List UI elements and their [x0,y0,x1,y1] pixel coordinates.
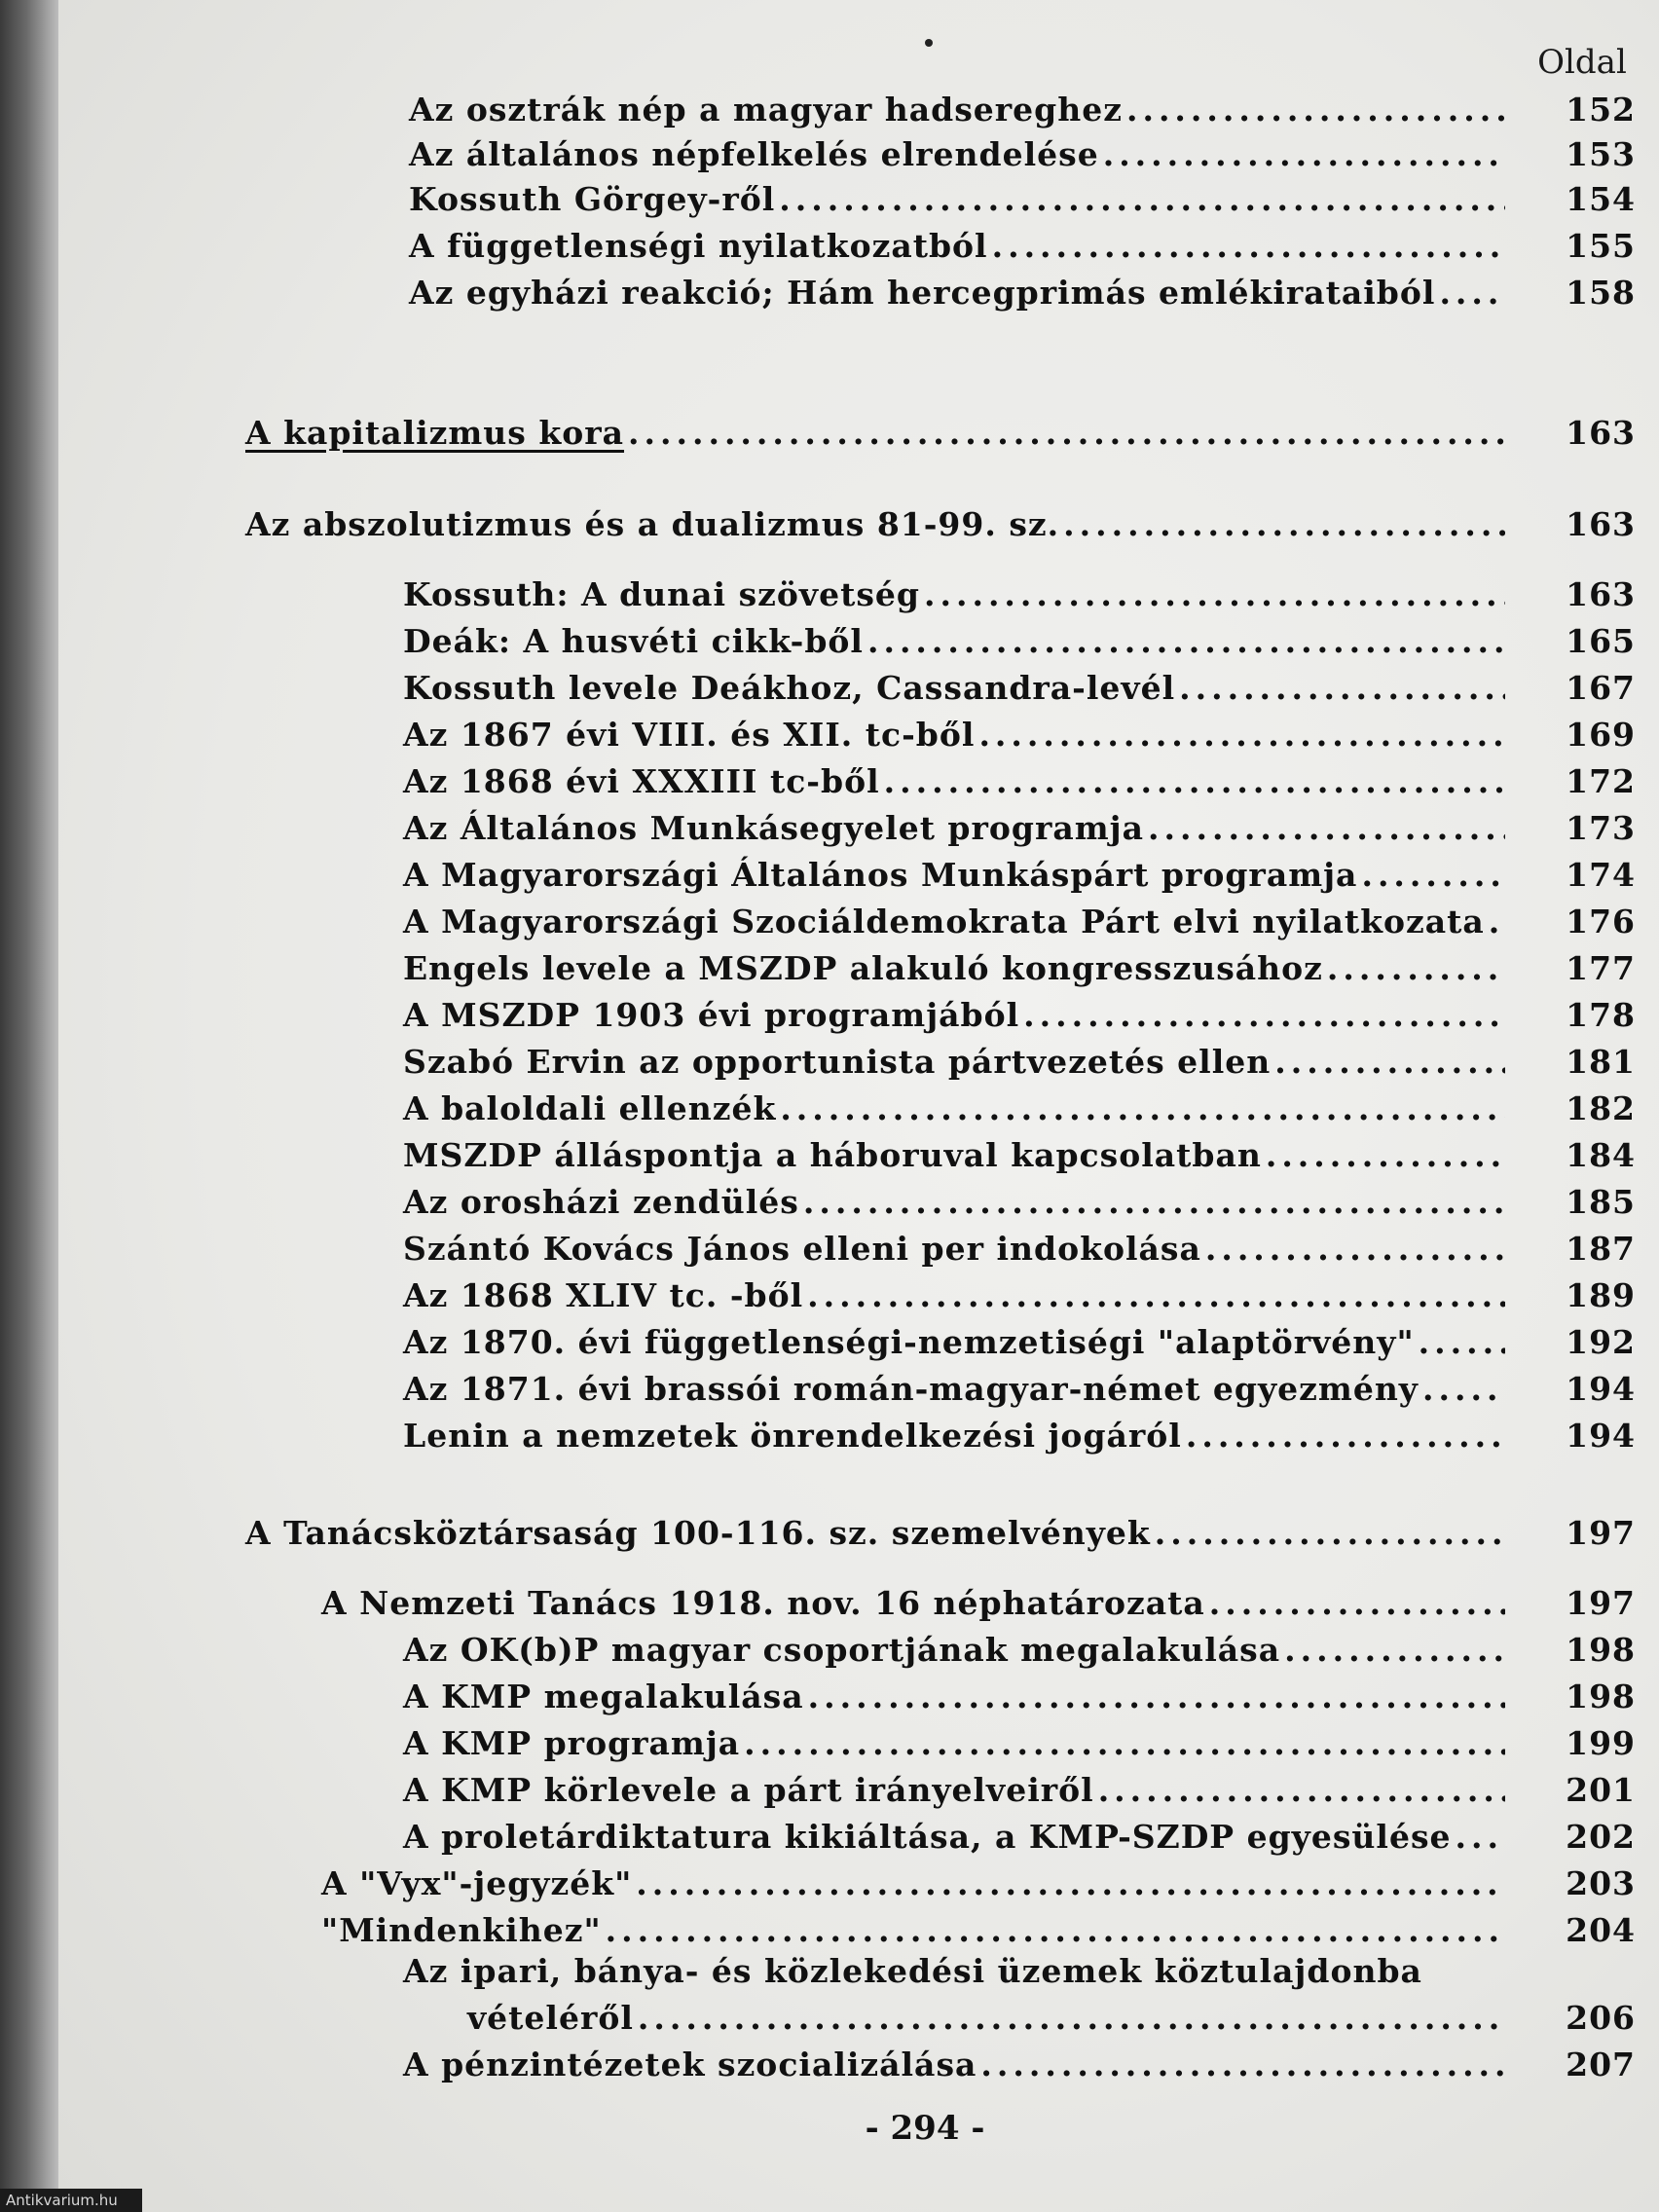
toc-entry [409,88,1636,132]
toc-entry-page: 185 [1566,1183,1636,1221]
toc-entry-title: Az 1867 évi VIII. és XII. tc-ből [403,716,976,754]
toc-entry [467,1996,1636,2041]
toc-entry-title: Az általános népfelkelés elrendelése [409,135,1099,173]
dot-leader [1098,1768,1505,1813]
toc-entry [245,411,1636,456]
dot-leader [744,1721,1505,1766]
dot-leader [1179,666,1505,711]
toc-entry-title: Az 1870. évi függetlenségi-nemzetiségi "alaptörvény" [403,1323,1415,1361]
toc-entry-page: 181 [1566,1043,1636,1081]
toc-entry [403,1815,1636,1860]
toc-entry [403,1675,1636,1719]
toc-entry [403,2043,1636,2087]
dot-leader [1186,1414,1505,1458]
dot-leader [1419,1320,1505,1365]
toc-entry [403,666,1636,711]
toc-entry-page: 158 [1566,274,1636,312]
toc-entry-page: 203 [1566,1864,1636,1902]
toc-entry-title: Az abszolutizmus és a dualizmus 81-99. sz. [245,505,1060,543]
toc-entry [403,713,1636,757]
toc-entry [321,1862,1636,1906]
dot-leader [924,572,1505,617]
dot-leader [978,713,1505,757]
toc-entry-title: Az 1871. évi brassói román-magyar-német egyezmény [403,1370,1419,1408]
toc-entry-title: A Tanácsköztársaság 100-116. sz. szemelvények [245,1514,1151,1552]
toc-entry [403,900,1636,944]
toc-entry-title: Engels levele a MSZDP alakuló kongresszusához [403,949,1323,987]
toc-entry-title: A baloldali ellenzék [403,1089,777,1127]
toc-wrapped-line: Az ipari, bánya- és közlekedési üzemek köztulajdonba [403,1952,1422,1990]
dot-leader [1266,1133,1505,1178]
toc-entry-page: 189 [1566,1276,1636,1314]
toc-entry-title: A KMP körlevele a párt irányelveiről [403,1771,1094,1809]
dot-leader [1023,993,1505,1038]
toc-entry-title: Kossuth Görgey-ről [409,180,776,218]
toc-entry-title: Szabó Ervin az opportunista pártvezetés ellen [403,1043,1272,1081]
toc-entry-page: 194 [1566,1370,1636,1408]
toc-entry [245,502,1636,547]
toc-entry [409,224,1636,269]
toc-entry-page: 165 [1566,622,1636,660]
toc-entry-page: 199 [1566,1724,1636,1762]
toc-entry-title: vételéről [467,1999,634,2037]
dot-leader [1456,1815,1505,1860]
toc-entry [403,759,1636,804]
dot-leader [1155,1511,1505,1556]
toc-entry-page: 177 [1566,949,1636,987]
toc-entry-title: Az Általános Munkásegyelet programja [403,809,1144,847]
toc-entry [403,572,1636,617]
dot-leader [1489,900,1505,944]
toc-entry [403,619,1636,664]
dot-leader [636,1862,1505,1906]
toc-entry-title: Szántó Kovács János elleni per indokolása [403,1230,1201,1268]
book-binding-shadow [0,0,58,2212]
toc-entry [403,1367,1636,1412]
toc-entry-title: A Magyarországi Általános Munkáspárt programja [403,856,1358,894]
dot-leader [1274,1040,1505,1085]
toc-entry-page: 198 [1566,1631,1636,1669]
toc-entry-page: 201 [1566,1771,1636,1809]
toc-entry-title: A proletárdiktatura kikiáltása, a KMP-SZDP egyesülése [403,1818,1452,1856]
toc-entry [403,1414,1636,1458]
dot-leader [780,1087,1505,1131]
toc-entry-page: 153 [1566,135,1636,173]
toc-entry-title: A Magyarországi Szociáldemokrata Párt elvi nyilatkozata [403,903,1485,940]
toc-entry-page: 172 [1566,762,1636,800]
toc-entry-title: A Nemzeti Tanács 1918. nov. 16 néphatározata [321,1584,1205,1622]
dot-leader [1327,946,1505,991]
toc-entry-page: 187 [1566,1230,1636,1268]
page-number: - 294 - [865,2109,985,2148]
dot-leader [808,1675,1505,1719]
toc-entry-title: "Mindenkihez" [321,1911,602,1949]
toc-entry-page: 173 [1566,809,1636,847]
toc-entry-page: 197 [1566,1584,1636,1622]
toc-entry [403,1273,1636,1318]
dot-leader [1422,1367,1505,1412]
toc-entry-page: 154 [1566,180,1636,218]
toc-entry [403,1133,1636,1178]
toc-entry-page: 182 [1566,1089,1636,1127]
toc-entry-page: 155 [1566,227,1636,265]
dot-leader [1063,502,1505,547]
toc-entry [403,1087,1636,1131]
toc-entry [245,1511,1636,1556]
toc-entry-page: 169 [1566,716,1636,754]
toc-entry [403,806,1636,851]
dot-leader [1209,1581,1505,1626]
toc-entry-title: Az 1868 évi XXXIII tc-ből [403,762,880,800]
toc-entry-title: A KMP megalakulása [403,1677,804,1715]
toc-entry-page: 178 [1566,996,1636,1034]
toc-entry-title: Az 1868 XLIV tc. -ből [403,1276,804,1314]
dot-leader [1148,806,1505,851]
dot-leader [638,1996,1505,2041]
toc-entry-title: Kossuth levele Deákhoz, Cassandra-levél [403,669,1176,707]
toc-entry [403,1180,1636,1225]
toc-entry-page: 197 [1566,1514,1636,1552]
toc-entry-title: MSZDP álláspontja a háboruval kapcsolatban [403,1136,1262,1174]
toc-entry-page: 198 [1566,1677,1636,1715]
toc-entry-title: Lenin a nemzetek önrendelkezési jogáról [403,1417,1182,1455]
toc-entry [403,993,1636,1038]
toc-entry [403,1721,1636,1766]
toc-entry [403,1040,1636,1085]
toc-entry-page: 194 [1566,1417,1636,1455]
dot-leader [1205,1227,1505,1272]
dot-leader [980,2043,1505,2087]
toc-entry-title: A KMP programja [403,1724,741,1762]
toc-entry-page: 163 [1566,505,1636,543]
toc-entry-title: Az orosházi zendülés [403,1183,799,1221]
toc-entry [403,1227,1636,1272]
toc-entry-page: 152 [1566,91,1636,129]
dot-leader [628,411,1505,456]
toc-entry-title: Az osztrák nép a magyar hadsereghez [409,91,1123,129]
toc-entry-page: 163 [1566,414,1636,452]
dot-leader [779,177,1505,222]
toc-entry-title: A kapitalizmus kora [245,414,625,452]
toc-entry [403,853,1636,898]
toc-entry-page: 167 [1566,669,1636,707]
dot-leader [867,619,1505,664]
toc-entry-page: 184 [1566,1136,1636,1174]
toc-entry [403,1628,1636,1673]
ink-dot [925,39,933,47]
toc-entry-page: 207 [1566,2046,1636,2083]
dot-leader [884,759,1505,804]
watermark: Antikvarium.hu [0,2189,142,2212]
dot-leader [1126,88,1505,132]
dot-leader [1439,271,1505,315]
toc-entry [403,946,1636,991]
toc-entry-title: A "Vyx"-jegyzék" [321,1864,633,1902]
dot-leader [807,1273,1505,1318]
toc-entry [321,1908,1636,1953]
toc-entry [409,132,1636,177]
toc-entry-page: 204 [1566,1911,1636,1949]
toc-entry [321,1581,1636,1626]
toc-entry-title: Az egyházi reakció; Hám hercegprimás emlékirataiból [409,274,1436,312]
toc-entry-title: A pénzintézetek szocializálása [403,2046,977,2083]
toc-entry-page: 192 [1566,1323,1636,1361]
toc-entry-page: 176 [1566,903,1636,940]
dot-leader [1284,1628,1505,1673]
toc-entry-page: 202 [1566,1818,1636,1856]
toc-entry-title: A függetlenségi nyilatkozatból [409,227,988,265]
toc-entry [409,177,1636,222]
toc-entry-title: A MSZDP 1903 évi programjából [403,996,1020,1034]
toc-entry-page: 206 [1566,1999,1636,2037]
toc-entry [403,1768,1636,1813]
toc-entry-title: Az OK(b)P magyar csoportjának megalakulása [403,1631,1281,1669]
page-column-header: Oldal [1537,43,1627,82]
toc-entry [403,1320,1636,1365]
dot-leader [992,224,1505,269]
dot-leader [803,1180,1505,1225]
toc-entry-page: 174 [1566,856,1636,894]
toc-entry-title: Deák: A husvéti cikk-ből [403,622,864,660]
toc-entry-page: 163 [1566,575,1636,613]
dot-leader [606,1908,1505,1953]
toc-entry [409,271,1636,315]
dot-leader [1361,853,1505,898]
dot-leader [1103,132,1505,177]
toc-entry-title: Kossuth: A dunai szövetség [403,575,920,613]
